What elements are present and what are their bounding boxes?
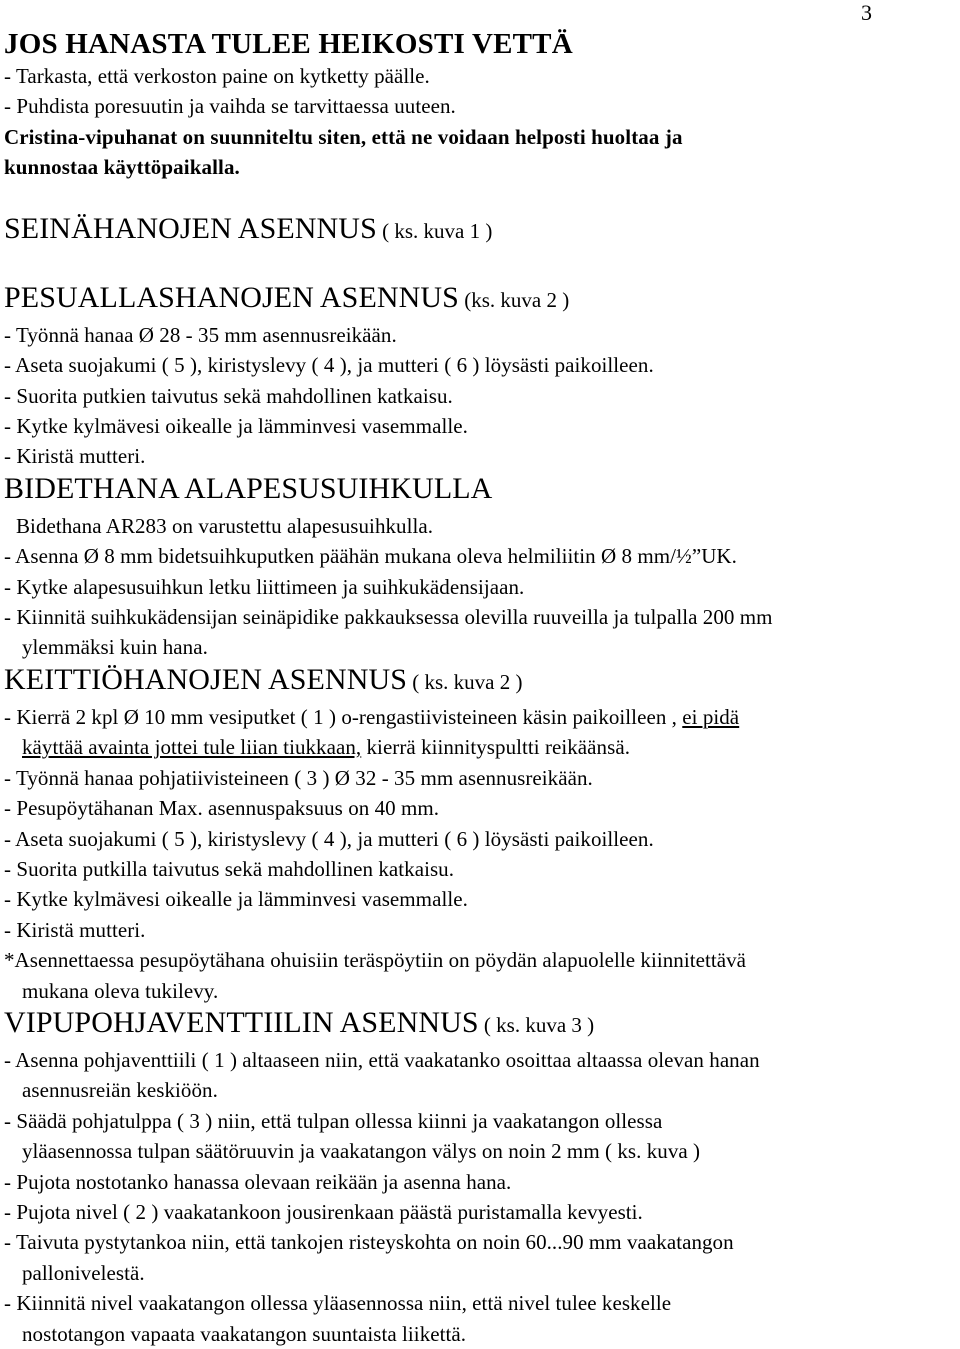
instruction-text: - Kierrä 2 kpl Ø 10 mm vesiputket ( 1 ) o-rengastiivisteineen käsin paikoilleen , [4,704,683,729]
list-item: - Puhdista poresuutin ja vaihda se tarvittaessa uuteen. [4,94,456,119]
list-item-continuation: ylemmäksi kuin hana. [22,635,208,660]
heading-pop-up-valve [4,1006,960,1045]
bidet-intro: Bidethana AR283 on varustettu alapesusuihkulla. [16,513,434,538]
heading-basin-taps [4,281,960,320]
heading-kitchen-taps [4,663,960,702]
list-item: - Kiristä mutteri. [4,444,146,469]
list-item: - Asenna Ø 8 mm bidetsuihkuputken päähän mukana oleva helmiliitin Ø 8 mm/½”UK. [4,544,737,569]
maintenance-note-line: kunnostaa käyttöpaikalla. [4,154,240,179]
figure-reference: (ks. kuva 2 ) [458,287,570,312]
heading-bidet [4,472,960,511]
list-item-continuation: nostotangon vapaata vaakatangon suuntaista liikettä. [22,1321,467,1346]
heading-text: BIDETHANA ALAPESUSUIHKULLA [4,471,493,505]
list-item: - Kytke alapesusuihkun letku liittimeen ja suihkukädensijaan. [4,574,525,599]
page-number: 3 [861,0,872,25]
list-item [4,702,960,732]
list-item: - Kiinnitä nivel vaakatangon ollessa yläasennossa niin, että nivel tulee keskelle [4,1291,672,1316]
list-item: - Asenna pohjaventtiili ( 1 ) altaaseen niin, että vaakatanko osoittaa altaassa olevan hanan [4,1047,760,1072]
list-item: - Suorita putkilla taivutus sekä mahdollinen katkaisu. [4,856,455,881]
list-item-continuation: pallonivelestä. [22,1260,145,1285]
document-body [4,27,960,1349]
list-item: - Työnnä hanaa Ø 28 - 35 mm asennusreikään. [4,322,397,347]
figure-reference: ( ks. kuva 1 ) [376,218,493,243]
list-item: - Suorita putkien taivutus sekä mahdollinen katkaisu. [4,383,453,408]
heading-text: KEITTIÖHANOJEN ASENNUS [4,662,408,696]
warning-text: käyttää avainta jottei tule liian tiukkaan, [22,735,362,760]
heading-text: PESUALLASHANOJEN ASENNUS [4,280,459,314]
heading-weak-flow: JOS HANASTA TULEE HEIKOSTI VETTÄ [4,28,573,60]
list-item: - Kytke kylmävesi oikealle ja lämminvesi vasemmalle. [4,887,468,912]
list-item: - Pesupöytähanan Max. asennuspaksuus on 40 mm. [4,796,440,821]
list-item-continuation: yläasennossa tulpan säätöruuvin ja vaakatangon välys on noin 2 mm ( ks. kuva ) [22,1139,701,1164]
list-item: - Kiristä mutteri. [4,917,146,942]
list-item: - Kiinnitä suihkukädensijan seinäpidike pakkauksessa olevilla ruuveilla ja tulpalla 200 mm [4,605,773,630]
figure-reference: ( ks. kuva 2 ) [407,669,523,694]
heading-text: SEINÄHANOJEN ASENNUS [4,211,377,245]
heading-wall-taps [4,212,960,251]
list-item: - Aseta suojakumi ( 5 ), kiristyslevy ( 4 ), ja mutteri ( 6 ) löysästi paikoilleen. [4,353,654,378]
list-item: - Taivuta pystytankoa niin, että tankojen risteyskohta on noin 60...90 mm vaakatangon [4,1230,734,1255]
list-item-continuation: asennusreiän keskiöön. [22,1078,218,1103]
steel-table-note-continuation: mukana oleva tukilevy. [22,978,219,1003]
instruction-text: kierrä kiinnityspultti reikäänsä. [361,735,630,760]
list-item: - Tarkasta, että verkoston paine on kytketty päälle. [4,64,430,88]
list-item: - Kytke kylmävesi oikealle ja lämminvesi vasemmalle. [4,414,468,439]
steel-table-note: *Asennettaessa pesupöytähana ohuisiin teräspöytiin on pöydän alapuolelle kiinnitettävä [4,948,747,973]
list-item: - Pujota nostotanko hanassa olevaan reikään ja asenna hana. [4,1169,512,1194]
list-item: - Pujota nivel ( 2 ) vaakatankoon jousirenkaan päästä puristamalla kevyesti. [4,1199,643,1224]
list-item: - Työnnä hanaa pohjatiivisteineen ( 3 ) Ø 32 - 35 mm asennusreikään. [4,765,593,790]
list-item: - Säädä pohjatulppa ( 3 ) niin, että tulpan ollessa kiinni ja vaakatangon ollessa [4,1108,663,1133]
warning-text: ei pidä [682,704,740,729]
valve-instructions [4,1045,960,1349]
heading-text: VIPUPOHJAVENTTIILIN ASENNUS [4,1005,479,1039]
list-item-continuation [4,732,960,762]
list-item: - Aseta suojakumi ( 5 ), kiristyslevy ( 4 ), ja mutteri ( 6 ) löysästi paikoilleen. [4,826,654,851]
figure-reference: ( ks. kuva 3 ) [478,1012,595,1037]
maintenance-note-line: Cristina-vipuhanat on suunniteltu siten, että ne voidaan helposti huoltaa ja [4,124,683,149]
